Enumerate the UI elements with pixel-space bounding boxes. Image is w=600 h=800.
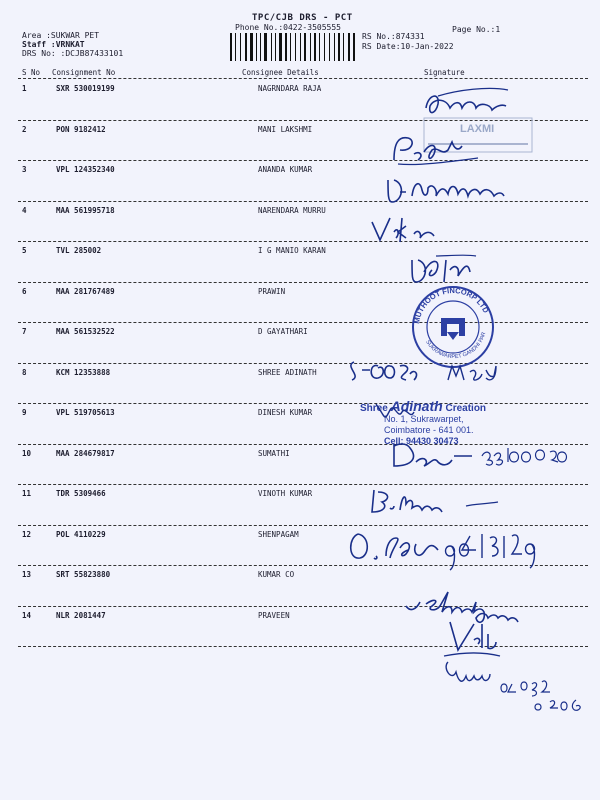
table-row [0,243,600,283]
row-consignee: ANANDA KUMAR [258,165,313,174]
signature-2 [388,130,498,174]
stamp-cell: Cell: 94430 30473 [384,436,459,446]
rs-date: RS Date:10-Jan-2022 [362,42,454,51]
row-consignee: SUMATHI [258,448,290,458]
row-consignee: VINOTH KUMAR [258,489,313,498]
stamp-shree: Shree [360,403,388,414]
sheet-title: TPC/CJB DRS - PCT [252,13,353,23]
header-divider [18,78,588,79]
row-consignee: SHENPAGAM [258,529,299,539]
table-row [0,284,600,324]
row-consignment: MAA 281767489 [56,286,115,296]
row-divider [18,160,588,161]
row-serial: 1 [22,84,27,93]
row-consignment: NLR 2081447 [56,610,106,620]
phone-number: Phone No.:0422-3505555 [235,23,341,32]
staff-label: Staff :VRNKAT [22,40,85,49]
row-consignment: MAA 561532522 [56,327,115,336]
rs-number: RS No.:874331 [362,32,425,41]
row-consignment: TVL 285002 [56,246,102,255]
row-serial: 10 [22,448,32,458]
signature-8 [372,398,432,430]
signature-1 [418,84,528,128]
barcode [230,33,358,61]
row-serial: 8 [22,367,27,377]
muthoot-stamp-text: MUTHOOT FINCORP LTD [412,285,491,325]
row-serial: 4 [22,205,27,215]
row-serial: 3 [22,165,27,174]
row-serial: 2 [22,124,27,134]
col-sno: S No [22,68,41,77]
table-row [0,486,600,526]
row-consignee: KUMAR CO [258,570,295,579]
row-consignment: KCM 12353888 [56,367,111,377]
stamp-creation: Creation [445,403,487,414]
row-consignment: POL 4110229 [56,529,106,539]
signature-5 [406,252,506,292]
row-consignee: NARENDARA MURRU [258,205,326,215]
laxmi-stamp-text: LAXMI [460,123,495,135]
col-signature: Signature [424,68,465,77]
row-consignment: VPL 519705613 [56,408,115,417]
stamp-address-1: No. 1, Sukrawarpet, [384,414,464,424]
row-consignee: SHREE ADINATH [258,367,317,377]
signature-10 [366,486,506,520]
row-serial: 7 [22,327,27,336]
muthoot-stamp-subtext: SUKRAWARPET GANDHI PARK [403,278,488,361]
row-consignment: MAA 561995718 [56,205,115,215]
area-block [22,31,123,58]
row-serial: 6 [22,286,27,296]
row-consignment: MAA 284679817 [56,448,115,458]
drs-number: DRS No: :DCJB87433101 [22,49,124,58]
col-consignee: Consignee Details [242,68,319,77]
row-consignee: I G MANIO KARAN [258,246,326,255]
row-consignee: DINESH KUMAR [258,408,313,417]
col-consignment: Consignment No [52,68,116,77]
row-serial: 13 [22,570,32,579]
signature-14 [438,652,600,726]
signature-12 [400,586,580,620]
row-consignee: PRAWIN [258,286,286,296]
row-consignee: PRAVEEN [258,610,290,620]
row-consignment: TDR 5309466 [56,489,106,498]
page-number: Page No.:1 [452,25,501,34]
row-serial: 11 [22,489,32,498]
row-consignment: VPL 124352340 [56,165,115,174]
signature-11 [346,522,586,578]
row-serial: 9 [22,408,27,417]
row-consignee: MANI LAKSHMI [258,124,313,134]
row-consignment: SRT 55823880 [56,570,111,579]
signature-7 [344,352,514,396]
row-consignment: PON 9182412 [56,124,106,134]
stamp-adinath: Adinath [390,398,443,414]
area-label: Area :SUKWAR PET [22,31,100,40]
signature-3 [382,170,552,214]
row-consignee: D GAYATHARI [258,327,308,336]
row-consignee: NAGRNDARA RAJA [258,84,322,93]
row-serial: 14 [22,610,32,620]
row-consignment: SXR 530019199 [56,84,115,93]
row-serial: 5 [22,246,27,255]
row-divider [18,484,588,485]
row-serial: 12 [22,529,32,539]
stamp-address-2: Coimbatore - 641 001. [384,425,474,435]
rs-info [362,32,454,52]
row-divider [18,241,588,242]
signature-9 [390,438,600,478]
signature-4 [366,212,466,252]
